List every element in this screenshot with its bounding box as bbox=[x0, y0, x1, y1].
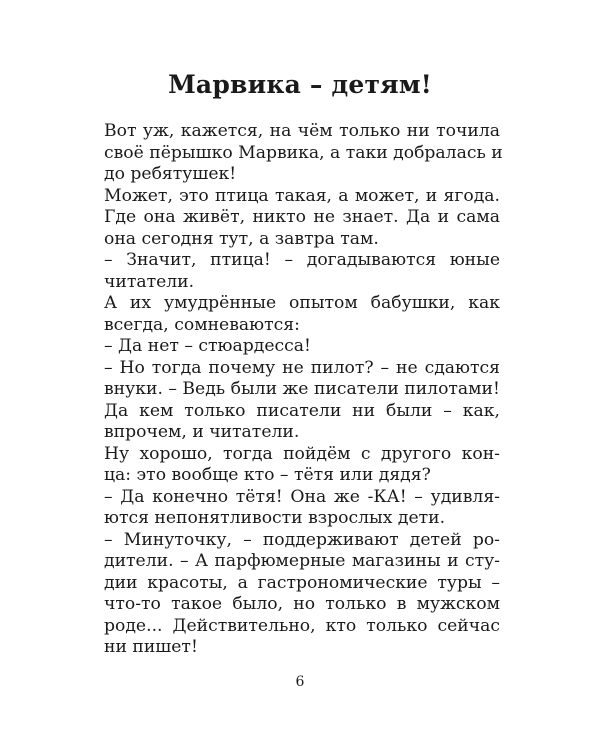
text-line: – Да конечно тётя! Она же -КА! – удивля- bbox=[104, 486, 500, 507]
text-line: – Значит, птица! – догадываются юные bbox=[104, 250, 500, 270]
text-line: читатели. bbox=[104, 271, 195, 292]
text-line: всегда, сомневаются: bbox=[104, 314, 300, 335]
text-line: – Минуточку, – поддерживают детей ро- bbox=[104, 529, 500, 550]
text-line: что-то такое было, но только в мужском bbox=[104, 594, 500, 614]
text-line: до ребятушек! bbox=[104, 164, 237, 184]
text-line: Вот уж, кажется, на чём только ни точила bbox=[104, 121, 500, 141]
text-line: дители. – А парфюмерные магазины и сту- bbox=[104, 551, 500, 571]
text-line: роде... Действительно, кто только сейчас bbox=[104, 615, 500, 636]
text-line: она сегодня тут, а завтра там. bbox=[104, 228, 379, 249]
page-number: 6 bbox=[295, 674, 305, 690]
page-title: Марвика – детям! bbox=[168, 70, 432, 99]
text-line: А их умудрённые опытом бабушки, как bbox=[104, 293, 500, 313]
text-line: ни пишет! bbox=[104, 637, 198, 657]
text-line: Ну хорошо, тогда пойдём с другого кон- bbox=[104, 443, 500, 464]
body-text bbox=[104, 121, 503, 659]
text-line: своё пёрышко Марвика, а таки добралась и bbox=[104, 142, 503, 163]
text-line: дии красоты, а гастрономические туры – bbox=[104, 572, 500, 593]
text-line: внуки. – Ведь были же писатели пилотами! bbox=[104, 379, 500, 399]
text-line: Где она живёт, никто не знает. Да и сама bbox=[104, 207, 500, 227]
text-line: – Да нет – стюардесса! bbox=[104, 336, 311, 356]
text-line: впрочем, и читатели. bbox=[104, 422, 300, 442]
text-line: ца: это вообще кто – тётя или дядя? bbox=[104, 465, 431, 485]
text-line: Может, это птица такая, а может, и ягода. bbox=[104, 185, 500, 206]
text-line: – Но тогда почему не пилот? – не сдаются bbox=[104, 357, 500, 378]
text-line: Да кем только писатели ни были – как, bbox=[104, 400, 500, 421]
text-line: ются непонятливости взрослых дети. bbox=[104, 508, 446, 528]
